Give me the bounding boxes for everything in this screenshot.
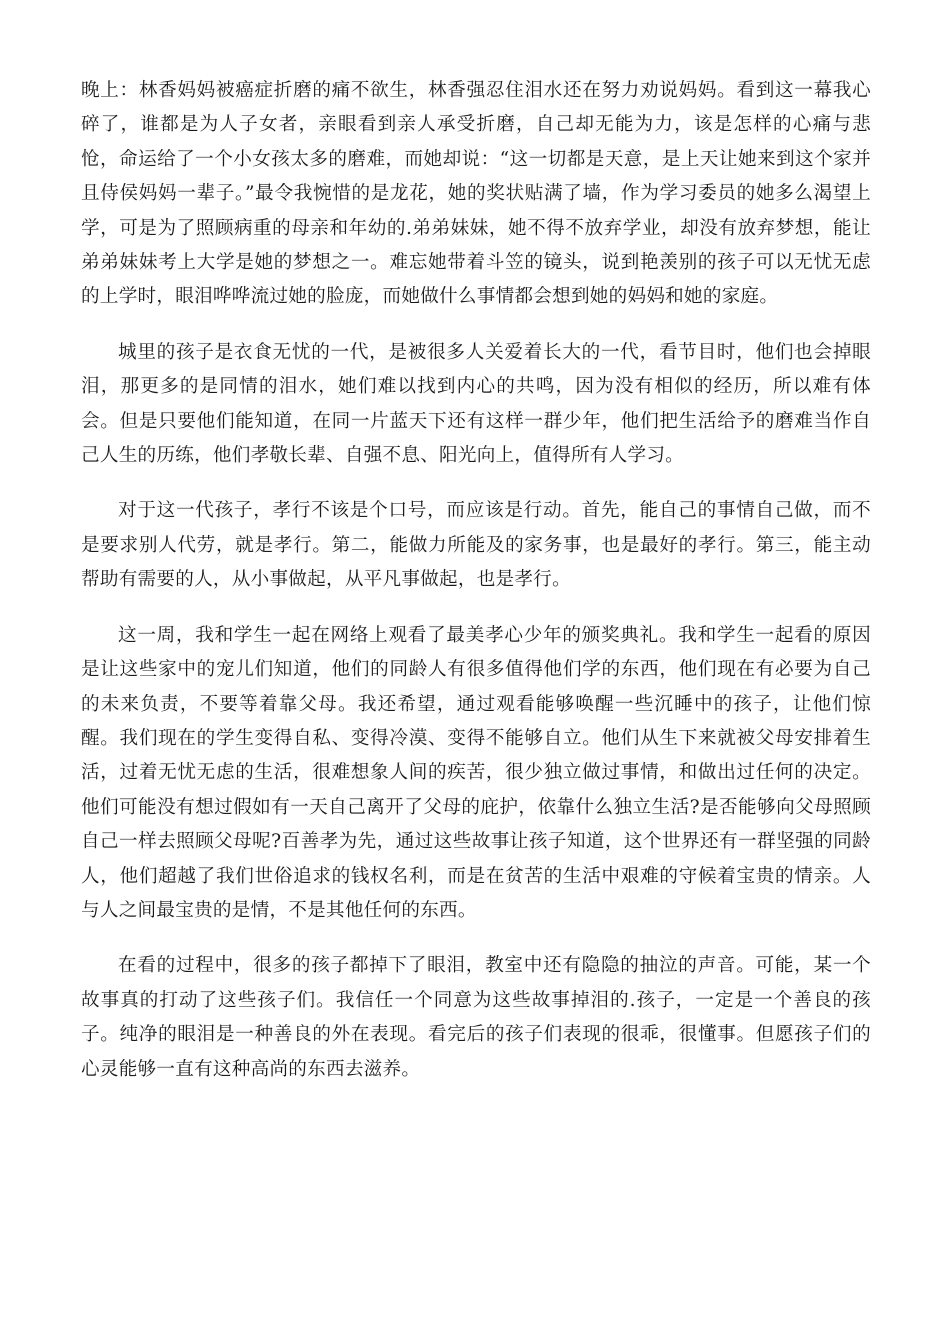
paragraph-4: 这一周，我和学生一起在网络上观看了最美孝心少年的颁奖典礼。我和学生一起看的原因是让这些家中的宠儿们知道，他们的同龄人有很多值得他们学的东西，他们现在有必要为自己的未来负责，不要等着靠父母。我还希望，通过观看能够唤醒一些沉睡中的孩子，让他们惊醒。我们现在的学生变得自私、变得冷漠、变得不能够自立。他们从生下来就被父母安排着生活，过着无忧无虑的生活，很难想象人间的疾苦，很少独立做过事情，和做出过任何的决定。他们可能没有想过假如有一天自己离开了父母的庇护，依靠什么独立生活?是否能够向父母照顾自己一样去照顾父母呢?百善孝为先，通过这些故事让孩子知道，这个世界还有一群坚强的同龄人，他们超越了我们世俗追求的钱权名利，而是在贫苦的生活中艰难的守候着宝贵的情亲。人与人之间最宝贵的是情，不是其他任何的东西。 xyxy=(81,624,871,921)
paragraph-2: 城里的孩子是衣食无忧的一代，是被很多人关爱着长大的一代，看节目时，他们也会掉眼泪，那更多的是同情的泪水，她们难以找到内心的共鸣，因为没有相似的经历，所以难有体会。但是只要他们能知道，在同一片蓝天下还有这样一群少年，他们把生活给予的磨难当作自己人生的历练，他们孝敬长辈、自强不息、阳光向上，值得所有人学习。 xyxy=(81,341,871,467)
paragraph-1: 晚上：林香妈妈被癌症折磨的痛不欲生，林香强忍住泪水还在努力劝说妈妈。看到这一幕我心碎了，谁都是为人子女者，亲眼看到亲人承受折磨，自己却无能为力，该是怎样的心痛与悲怆，命运给了一个小女孩太多的磨难，而她却说：“这一切都是天意，是上天让她来到这个家并且侍侯妈妈一辈子。”最令我惋惜的是龙花，她的奖状贴满了墙，作为学习委员的她多么渴望上学，可是为了照顾病重的母亲和年幼的.弟弟妹妹，她不得不放弃学业，却没有放弃梦想，能让弟弟妹妹考上大学是她的梦想之一。难忘她带着斗笠的镜头，说到艳羡别的孩子可以无忧无虑的上学时，眼泪哗哗流过她的脸庞，而她做什么事情都会想到她的妈妈和她的家庭。 xyxy=(81,80,871,308)
document-page xyxy=(81,74,871,1108)
paragraph-5: 在看的过程中，很多的孩子都掉下了眼泪，教室中还有隐隐的抽泣的声音。可能，某一个故事真的打动了这些孩子们。我信任一个同意为这些故事掉泪的.孩子，一定是一个善良的孩子。纯净的眼泪是一种善良的外在表现。看完后的孩子们表现的很乖，很懂事。但愿孩子们的心灵能够一直有这种高尚的东西去滋养。 xyxy=(81,955,871,1080)
paragraph-3: 对于这一代孩子，孝行不该是个口号，而应该是行动。首先，能自己的事情自己做，而不是要求别人代劳，就是孝行。第二，能做力所能及的家务事，也是最好的孝行。第三，能主动帮助有需要的人，从小事做起，从平凡事做起，也是孝行。 xyxy=(81,500,871,591)
